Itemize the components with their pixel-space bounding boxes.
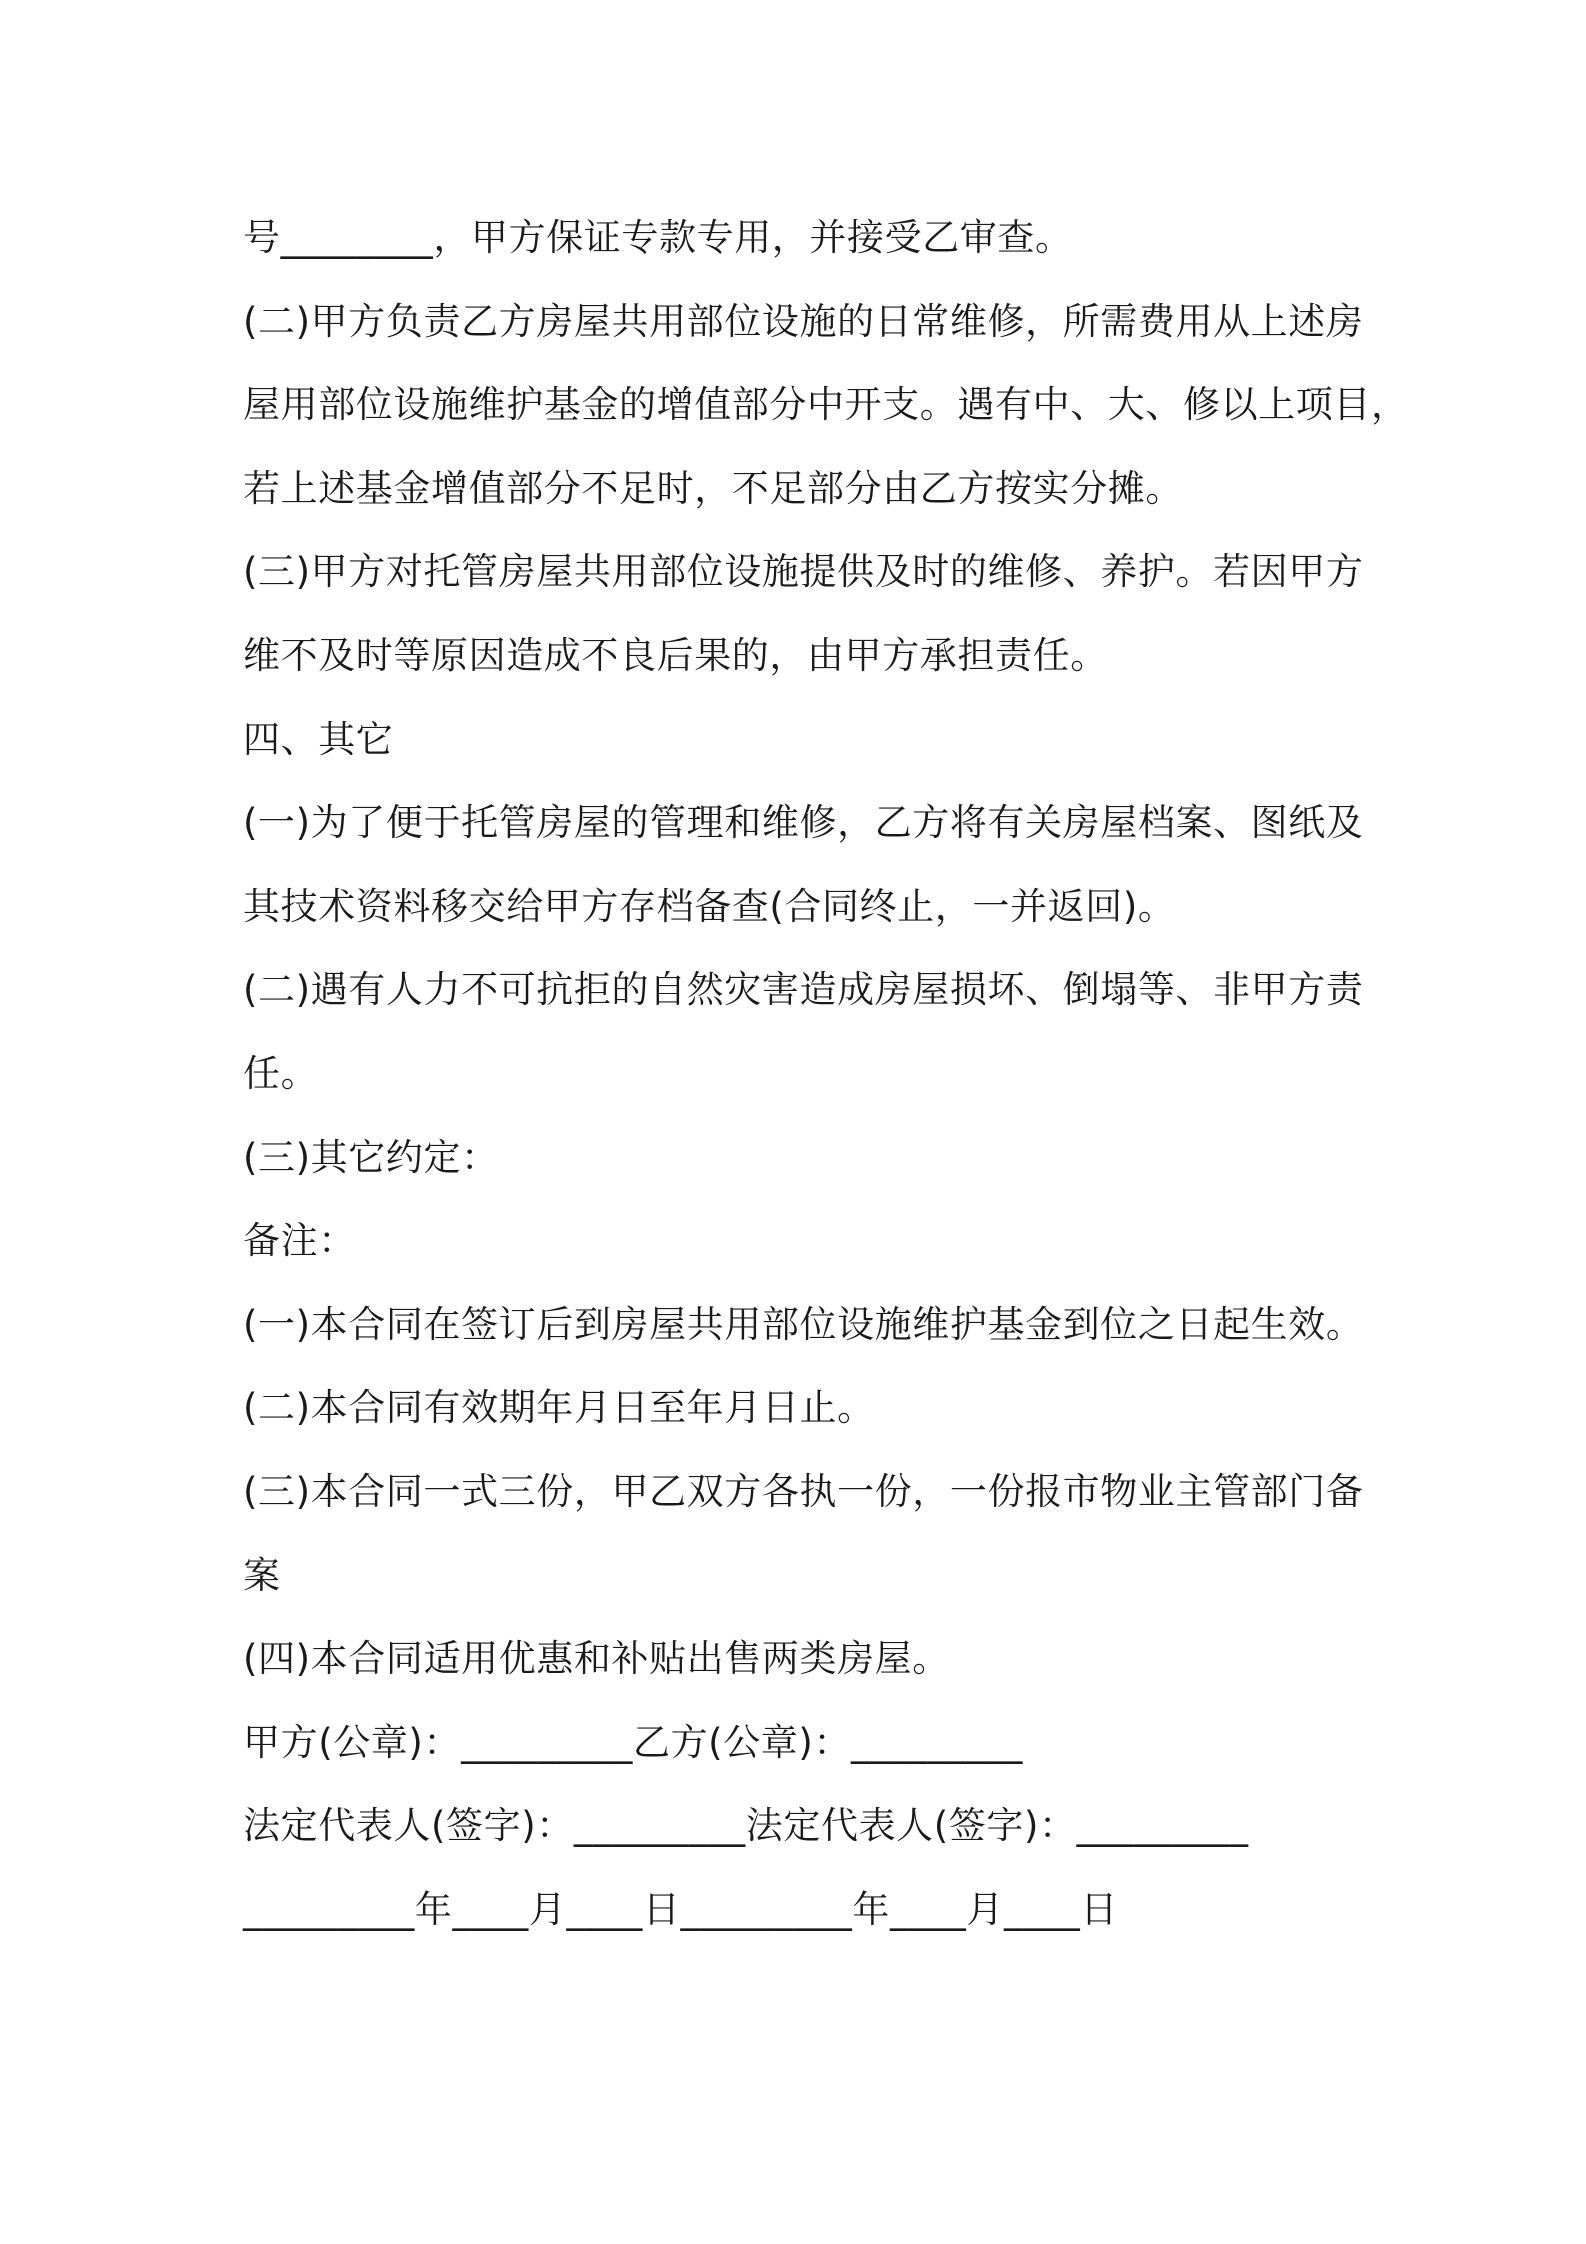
text-line: (三)本合同一式三份，甲乙双方各执一份，一份报市物业主管部门备 [243,1469,1364,1513]
signature-line: 法定代表人(签字)：_________法定代表人(签字)：_________ [243,1804,1249,1848]
text-line: (一)为了便于托管房屋的管理和维修，乙方将有关房屋档案、图纸及 [243,801,1364,845]
text-line: 若上述基金增值部分不足时，不足部分由乙方按实分摊。 [243,466,1183,510]
text-line: (一)本合同在签订后到房屋共用部位设施维护基金到位之日起生效。 [243,1302,1364,1346]
notes-heading: 备注： [243,1219,356,1263]
text-line: (二)甲方负责乙方房屋共用部位设施的日常维修，所需费用从上述房 [243,299,1364,343]
text-line: (二)遇有人力不可抗拒的自然灾害造成房屋损坏、倒塌等、非甲方责 [243,968,1364,1012]
text-line: (三)其它约定： [243,1135,499,1179]
date-line: _________年____月____日_________年____月____日 [243,1887,1118,1931]
document-body [243,196,1409,1951]
text-line: 其技术资料移交给甲方存档备查(合同终止，一并返回)。 [243,884,1176,928]
text-line: 号________，甲方保证专款专用，并接受乙审查。 [243,216,1073,259]
text-line: 案 [243,1553,281,1597]
text-line: (二)本合同有效期年月日至年月日止。 [243,1386,875,1430]
text-line: (三)甲方对托管房屋共用部位设施提供及时的维修、养护。若因甲方 [243,550,1364,594]
text-line: 任。 [243,1051,319,1095]
section-heading: 四、其它 [243,717,394,761]
text-line: 屋用部位设施维护基金的增值部分中开支。遇有中、大、修以上项目， [243,383,1409,427]
text-line: 维不及时等原因造成不良后果的，由甲方承担责任。 [243,633,1108,677]
seal-line: 甲方(公章)：_________乙方(公章)：_________ [243,1720,1023,1764]
text-line: (四)本合同适用优惠和补贴出售两类房屋。 [243,1637,950,1681]
